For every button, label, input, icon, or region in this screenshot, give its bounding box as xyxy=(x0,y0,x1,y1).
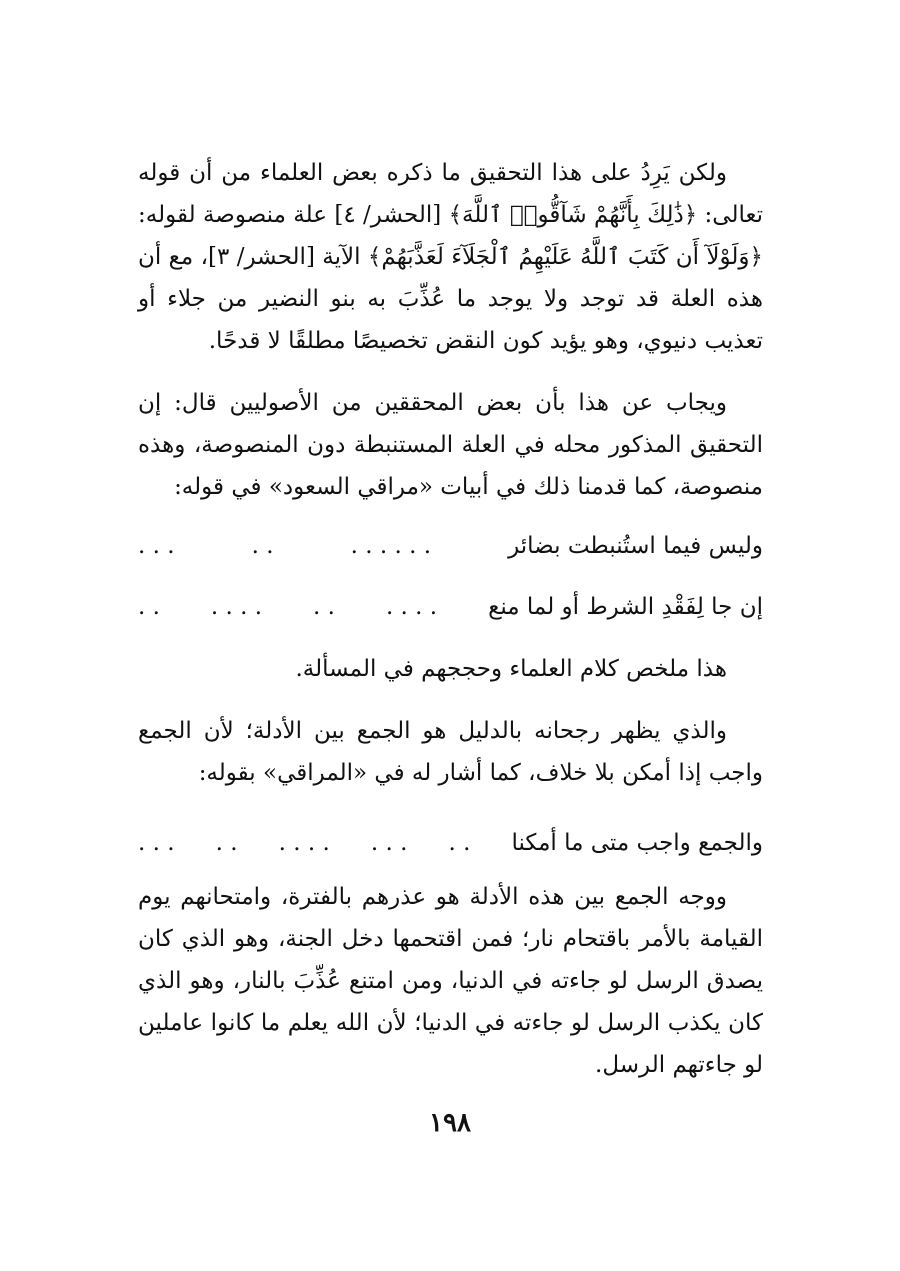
verse-ellipsis: . . xyxy=(215,830,238,856)
verse-ellipsis: . . xyxy=(448,830,471,856)
verse-text: إن جا لِفَقْدِ الشرط أو لما منع xyxy=(488,594,763,620)
verse-ellipsis: . . xyxy=(251,533,274,559)
verse-ellipsis: . . . xyxy=(138,830,175,856)
verse-ellipsis: . . . xyxy=(370,830,408,856)
paragraph-preferred-view: والذي يظهر رجحانه بالدليل هو الجمع بين الأدلة؛ لأن الجمع واجب إذا أمكن بلا خلاف، كما أشار له في «المراقي» بقوله: xyxy=(138,718,763,786)
verse-ellipsis: . . xyxy=(313,594,335,620)
page-number: ١٩٨ xyxy=(429,1108,471,1138)
paragraph-summary: هذا ملخص كلام العلماء وحججهم في المسألة. xyxy=(295,656,727,682)
verse-ellipsis: . . . . . . xyxy=(350,533,432,559)
verse-text: والجمع واجب متى ما أمكنا xyxy=(511,830,763,856)
verse-ellipsis: . . . xyxy=(138,533,175,559)
verse-ellipsis: . . . . xyxy=(385,594,438,620)
verse-ellipsis: . . . . xyxy=(210,594,263,620)
paragraph-objection: ولكن يَرِدُ على هذا التحقيق ما ذكره بعض العلماء من أن قوله تعالى: ﴿ذَٰلِكَ بِأَنَّهُمْ شَآقُّوا۟ ٱللَّهَ﴾ [الحشر/ ٤] علة منصوصة لقوله: ﴿وَلَوْلَآ أَن كَتَبَ ٱللَّهُ عَلَيْهِمُ ٱلْجَلَآءَ لَعَذَّبَهُمْ﴾ الآية [الحشر/ ٣]، مع أن هذه العلة قد توجد ولا يوجد ما عُذِّبَ به بنو النضير من جلاء أو تعذيب دنيوي، وهو يؤيد كون النقض تخصيصًا مطلقًا لا قدحًا. xyxy=(138,160,763,354)
paragraph-response: ويجاب عن هذا بأن بعض المحققين من الأصوليين قال: إن التحقيق المذكور محله في العلة المستنبطة دون المنصوصة، وهذه منصوصة، كما قدمنا ذلك في أبيات «مراقي السعود» في قوله: xyxy=(138,390,763,500)
verse-line-2 xyxy=(138,586,763,628)
verse-text: وليس فيما استُنبطت بضائر xyxy=(508,533,763,559)
verse-line-3 xyxy=(138,822,763,864)
verse-line-1 xyxy=(138,525,763,567)
paragraph-reconciliation: ووجه الجمع بين هذه الأدلة هو عذرهم بالفترة، وامتحانهم يوم القيامة بالأمر باقتحام نار؛ فمن اقتحمها دخل الجنة، وهو الذي كان يصدق الرسل لو جاءته في الدنيا، ومن امتنع عُذِّبَ بالنار، وهو الذي كان يكذب الرسل لو جاءته في الدنيا؛ لأن الله يعلم ما كانوا عاملين لو جاءتهم الرسل. xyxy=(138,884,763,1078)
verse-ellipsis: . . xyxy=(138,594,160,620)
verse-ellipsis: . . . . xyxy=(278,830,330,856)
